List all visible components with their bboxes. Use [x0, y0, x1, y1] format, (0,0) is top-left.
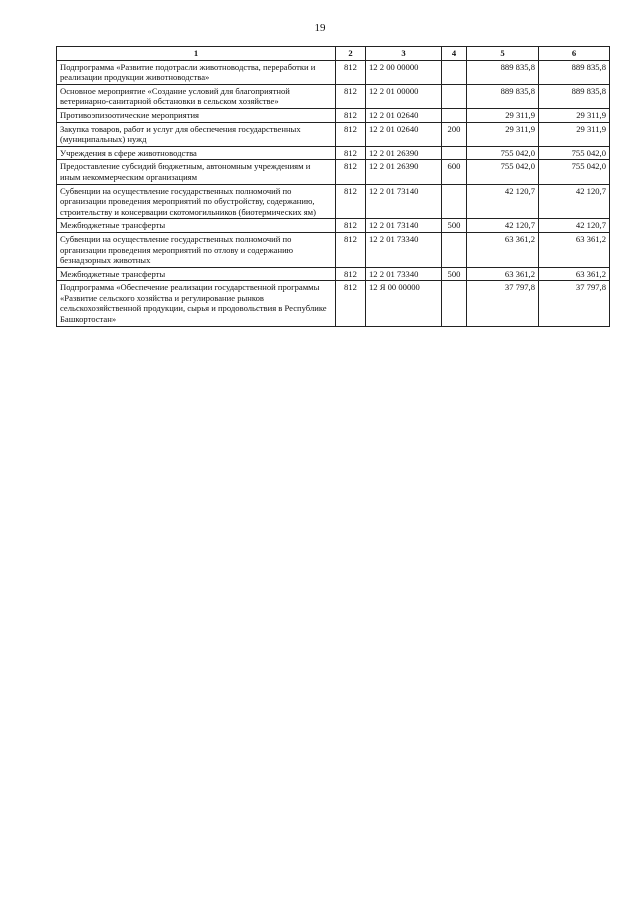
cell-amount-2: 755 042,0 — [539, 160, 610, 184]
cell-ministry-code: 812 — [336, 232, 366, 267]
cell-target-article: 12 2 01 73340 — [366, 232, 442, 267]
column-header-4: 4 — [442, 47, 467, 61]
cell-expense-type — [442, 84, 467, 108]
cell-amount-2: 37 797,8 — [539, 281, 610, 326]
column-header-1: 1 — [57, 47, 336, 61]
cell-ministry-code: 812 — [336, 122, 366, 146]
cell-name: Противоэпизоотические мероприятия — [57, 108, 336, 122]
table-row — [57, 184, 610, 219]
cell-amount-1: 29 311,9 — [467, 108, 539, 122]
cell-expense-type — [442, 184, 467, 219]
budget-table — [56, 46, 610, 327]
cell-target-article: 12 2 01 73140 — [366, 184, 442, 219]
cell-target-article: 12 2 00 00000 — [366, 60, 442, 84]
cell-amount-2: 63 361,2 — [539, 267, 610, 281]
cell-amount-2: 889 835,8 — [539, 84, 610, 108]
cell-expense-type — [442, 108, 467, 122]
table-row — [57, 281, 610, 326]
cell-amount-2: 889 835,8 — [539, 60, 610, 84]
cell-name: Закупка товаров, работ и услуг для обеспечения государственных (муниципальных) нужд — [57, 122, 336, 146]
table-row — [57, 60, 610, 84]
cell-name: Межбюджетные трансферты — [57, 219, 336, 233]
cell-amount-2: 42 120,7 — [539, 219, 610, 233]
table-row — [57, 160, 610, 184]
cell-expense-type: 500 — [442, 267, 467, 281]
cell-ministry-code: 812 — [336, 184, 366, 219]
cell-amount-2: 42 120,7 — [539, 184, 610, 219]
cell-amount-1: 37 797,8 — [467, 281, 539, 326]
cell-name: Подпрограмма «Развитие подотрасли животноводства, переработки и реализации продукции животноводства» — [57, 60, 336, 84]
table-row — [57, 267, 610, 281]
cell-expense-type: 600 — [442, 160, 467, 184]
cell-target-article: 12 2 01 26390 — [366, 146, 442, 160]
cell-ministry-code: 812 — [336, 60, 366, 84]
table-body — [57, 60, 610, 326]
cell-name: Межбюджетные трансферты — [57, 267, 336, 281]
cell-amount-1: 755 042,0 — [467, 146, 539, 160]
cell-target-article: 12 2 01 73140 — [366, 219, 442, 233]
cell-ministry-code: 812 — [336, 281, 366, 326]
cell-expense-type: 500 — [442, 219, 467, 233]
cell-name: Подпрограмма «Обеспечение реализации государственной программы «Развитие сельского хозяйства и регулирование рынков сельскохозяйственной продукции, сырья и продовольствия в Республике Башкортостан» — [57, 281, 336, 326]
cell-ministry-code: 812 — [336, 146, 366, 160]
table-row — [57, 84, 610, 108]
cell-amount-2: 63 361,2 — [539, 232, 610, 267]
cell-amount-1: 42 120,7 — [467, 219, 539, 233]
cell-name: Субвенции на осуществление государственных полномочий по организации проведения мероприятий по обустройству, содержанию, строительству и консервации скотомогильников (биотермических ям) — [57, 184, 336, 219]
cell-expense-type — [442, 60, 467, 84]
table-row — [57, 122, 610, 146]
cell-target-article: 12 2 01 02640 — [366, 108, 442, 122]
cell-name: Основное мероприятие «Создание условий для благоприятной ветеринарно-санитарной обстановки в сельском хозяйстве» — [57, 84, 336, 108]
table-row — [57, 108, 610, 122]
cell-ministry-code: 812 — [336, 267, 366, 281]
cell-target-article: 12 Я 00 00000 — [366, 281, 442, 326]
cell-ministry-code: 812 — [336, 160, 366, 184]
cell-amount-2: 755 042,0 — [539, 146, 610, 160]
column-header-5: 5 — [467, 47, 539, 61]
cell-amount-1: 63 361,2 — [467, 232, 539, 267]
cell-target-article: 12 2 01 00000 — [366, 84, 442, 108]
cell-ministry-code: 812 — [336, 84, 366, 108]
table-header-row — [57, 47, 610, 61]
cell-target-article: 12 2 01 73340 — [366, 267, 442, 281]
cell-amount-1: 42 120,7 — [467, 184, 539, 219]
cell-name: Учреждения в сфере животноводства — [57, 146, 336, 160]
cell-ministry-code: 812 — [336, 219, 366, 233]
cell-amount-2: 29 311,9 — [539, 122, 610, 146]
cell-name: Субвенции на осуществление государственных полномочий по организации проведения мероприятий по отлову и содержанию безнадзорных животных — [57, 232, 336, 267]
cell-target-article: 12 2 01 02640 — [366, 122, 442, 146]
cell-ministry-code: 812 — [336, 108, 366, 122]
cell-target-article: 12 2 01 26390 — [366, 160, 442, 184]
cell-amount-2: 29 311,9 — [539, 108, 610, 122]
cell-name: Предоставление субсидий бюджетным, автономным учреждениям и иным некоммерческим организациям — [57, 160, 336, 184]
cell-expense-type: 200 — [442, 122, 467, 146]
cell-amount-1: 755 042,0 — [467, 160, 539, 184]
column-header-6: 6 — [539, 47, 610, 61]
table-row — [57, 232, 610, 267]
column-header-3: 3 — [366, 47, 442, 61]
cell-amount-1: 63 361,2 — [467, 267, 539, 281]
cell-amount-1: 889 835,8 — [467, 60, 539, 84]
cell-expense-type — [442, 232, 467, 267]
column-header-2: 2 — [336, 47, 366, 61]
cell-amount-1: 29 311,9 — [467, 122, 539, 146]
page-number: 19 — [314, 22, 326, 34]
cell-amount-1: 889 835,8 — [467, 84, 539, 108]
cell-expense-type — [442, 146, 467, 160]
table-row — [57, 146, 610, 160]
table-row — [57, 219, 610, 233]
cell-expense-type — [442, 281, 467, 326]
